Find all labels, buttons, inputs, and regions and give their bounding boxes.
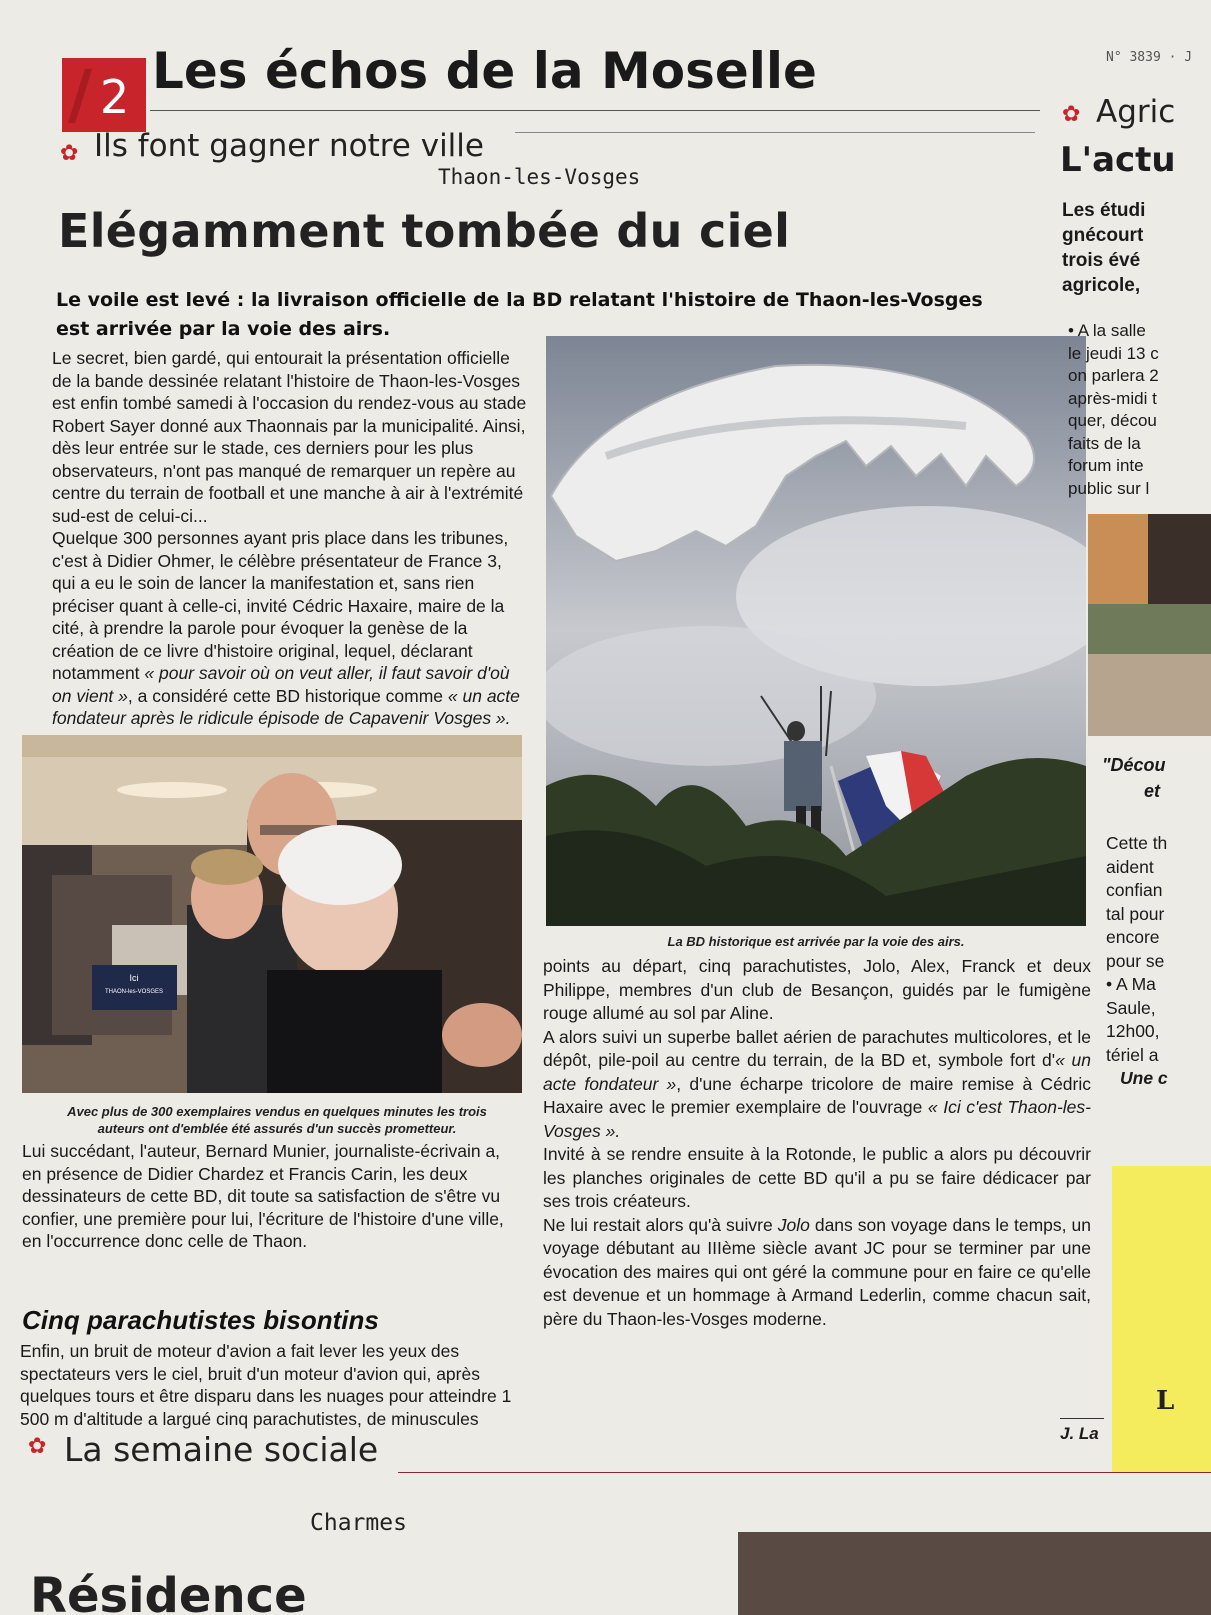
- right-body-line: • A la salle: [1068, 321, 1146, 340]
- section-title: Les échos de la Moselle: [152, 42, 817, 100]
- right-body-line: • A Ma: [1106, 974, 1156, 994]
- right-body-line: on parlera 2: [1068, 366, 1159, 385]
- column1-bottom-text: [20, 1340, 525, 1430]
- right-lead-line: Les étudi: [1062, 200, 1146, 221]
- quote-span: « un acte fondateur après le ridicule épisode de Capavenir Vosges ».: [52, 685, 520, 728]
- quote-span: « pour savoir où on veut aller, il faut savoir d'où on vient »: [52, 663, 510, 706]
- right-body-line: le jeudi 13 c: [1068, 343, 1159, 363]
- parachute-photo-illustration: [546, 336, 1086, 926]
- name-span: Jolo: [777, 1214, 810, 1235]
- right-body-line: aident: [1106, 856, 1154, 877]
- paragraph-ballet: [543, 1026, 1091, 1144]
- right-body-line: faits de la: [1068, 433, 1141, 453]
- sign-text-line1: Ici: [129, 973, 139, 983]
- right-body-line: public sur l: [1068, 478, 1150, 498]
- right-body-line: Saule,: [1106, 997, 1156, 1018]
- right-photo-illustration: [1088, 514, 1211, 736]
- paragraph-author: Lui succédant, l'auteur, Bernard Munier, journaliste-écrivain a, en présence de Didier Chardez et Francis Carin, les deux dessinateurs de cette BD, dit toute sa satisfaction de s'être vu confier, une première pour lui, l'écriture de l'histoire d'une ville, en l'occurrence donc celle de Thaon.: [22, 1141, 504, 1251]
- right-body-2: [1106, 832, 1168, 1091]
- right-body-line: quer, décou: [1068, 411, 1157, 430]
- quote-span: « un acte fondateur »: [543, 1050, 1092, 1094]
- next-photo: [738, 1532, 1211, 1615]
- article-signature: J. La: [1060, 1424, 1099, 1443]
- page-number: 2: [100, 70, 130, 124]
- paragraph-parachutists: points au départ, cinq parachutistes, Jolo, Alex, Franck et deux Philippe, membres d'un club de Besançon, guidés par le fumigène rouge allumé au sol par Aline.: [543, 956, 1091, 1023]
- right-body-line: tal pour: [1106, 903, 1165, 924]
- right-lead-line: agricole,: [1062, 275, 1141, 296]
- right-body-line: tériel a: [1106, 1044, 1159, 1065]
- flower-icon: ✿: [1062, 102, 1081, 127]
- right-quote: [1102, 752, 1166, 804]
- quote-span: « Ici c'est Thaon-les-Vosges ».: [543, 1097, 1091, 1141]
- right-photo: [1088, 514, 1211, 736]
- signing-photo: [22, 735, 522, 1093]
- photo2-caption: La BD historique est arrivée par la voie des airs.: [667, 934, 965, 949]
- right-body-line: après-midi t: [1068, 388, 1157, 408]
- right-quote-line: et: [1144, 781, 1161, 801]
- paragraph-voyage: [543, 1214, 1091, 1332]
- paragraph-plane: Enfin, un bruit de moteur d'avion a fait lever les yeux des spectateurs vers le ciel, bruit d'un moteur d'avion qui, après quelques tours et être disparu dans les nuages pour atteindre 1 500 m d'altitude a largué cinq parachutistes, de minuscules: [20, 1341, 512, 1429]
- paragraph-ohmer: [52, 527, 530, 730]
- right-lead: [1062, 198, 1145, 298]
- text-span: dans son voyage dans le temps, un voyage débutant au IIIème siècle avant JC pour se terminer par une évocation des maires qui ont géré la commune pour en faire ce qu'elle est devenue et un hommage à Armand Lederlin, comme chacun sait, père du Thaon-les-Vosges moderne.: [543, 1214, 1092, 1329]
- article-subhead: Cinq parachutistes bisontins: [22, 1305, 379, 1335]
- right-body-line: forum inte: [1068, 456, 1144, 475]
- header-rule: [150, 110, 1040, 111]
- footer-location: Charmes: [310, 1510, 407, 1536]
- slash-mark: /: [68, 56, 93, 133]
- text-span: A alors suivi un superbe ballet aérien de parachutes multicolores, et le dépôt, pile-poil au centre du terrain, de la BD et, symbole fort d': [543, 1026, 1091, 1070]
- article-lead: Le voile est levé : la livraison officielle de la BD relatant l'histoire de Thaon-les-Vosges est arrivée par la voie des airs.: [56, 289, 983, 340]
- location-label: Thaon-les-Vosges: [438, 165, 641, 189]
- column2-text: [543, 955, 1091, 1331]
- next-headline: Résidence: [30, 1568, 307, 1615]
- rubric-rule: [515, 132, 1035, 133]
- parachute-photo: [546, 336, 1086, 926]
- article-headline: Elégamment tombée du ciel: [58, 204, 791, 258]
- page-number-badge: [62, 58, 146, 132]
- right-body: [1068, 320, 1159, 500]
- signing-photo-illustration: [22, 735, 522, 1093]
- text-span: Ne lui restait alors qu'à suivre: [543, 1214, 778, 1235]
- sign-text-line2: THAON-les-VOSGES: [104, 989, 164, 995]
- photo1-caption: Avec plus de 300 exemplaires vendus en quelques minutes les trois auteurs ont d'emblée été assurés d'un succès prometteur.: [67, 1104, 487, 1136]
- ad-letter: L: [1156, 1386, 1175, 1416]
- right-body-line: confian: [1106, 880, 1163, 900]
- right-body-line: pour se: [1106, 950, 1165, 971]
- text-span: , d'une écharpe tricolore de maire remise à Cédric Haxaire avec le premier exemplaire de l'ouvrage: [543, 1073, 1092, 1117]
- flower-icon: ✿: [28, 1434, 47, 1459]
- yellow-ad-box: [1112, 1166, 1211, 1472]
- right-body-line: 12h00,: [1106, 1021, 1160, 1041]
- paragraph-rotonde: Invité à se rendre ensuite à la Rotonde, le public a alors pu découvrir les planches originales de cette BD qu'il a pu se faire dédicacer par ses trois créateurs.: [543, 1144, 1091, 1211]
- column1-top-text: [52, 347, 530, 730]
- right-rubric: Agric: [1096, 94, 1176, 130]
- column1-middle-text: [22, 1140, 524, 1253]
- right-body-line: encore: [1106, 927, 1160, 947]
- footer-rubric: La semaine sociale: [64, 1430, 379, 1469]
- right-lead-line: gnécourt: [1062, 225, 1144, 246]
- paragraph-intro: Le secret, bien gardé, qui entourait la présentation officielle de la bande dessinée relatant l'histoire de Thaon-les-Vosges est enfin tombé samedi à l'occasion du rendez-vous au stade Robert Sayer donné aux Thaonnais par la municipalité. Ainsi, dès leur entrée sur le stade, ces derniers pour les plus observateurs, n'ont pas manqué de remarquer un repère au centre du terrain de football et une manche à air à l'extrémité sud-est de celui-ci...: [52, 348, 527, 526]
- right-quote-line: "Décou: [1102, 755, 1166, 775]
- right-lead-line: trois évé: [1062, 250, 1141, 271]
- right-headline: L'actu: [1060, 140, 1176, 180]
- rubric-label: Ils font gagner notre ville: [94, 128, 484, 164]
- signature-rule: [1060, 1418, 1104, 1419]
- issue-number: N° 3839 · J: [1106, 50, 1193, 65]
- text-span: , a considéré cette BD historique comme: [127, 685, 448, 706]
- footer-rule: [398, 1472, 1211, 1473]
- right-italic-line: Une c: [1120, 1068, 1168, 1088]
- text-span: Quelque 300 personnes ayant pris place dans les tribunes, c'est à Didier Ohmer, le célèbre présentateur de France 3, qui a eu le soin de lancer la manifestation et, sans rien préciser quant à celle-ci, invité Cédric Haxaire, maire de la cité, à prendre la parole pour évoquer la genèse de la création de ce livre d'histoire original, lequel, déclarant notamment: [52, 528, 509, 683]
- right-body-line: Cette th: [1106, 833, 1168, 853]
- flower-icon: ✿: [60, 141, 79, 166]
